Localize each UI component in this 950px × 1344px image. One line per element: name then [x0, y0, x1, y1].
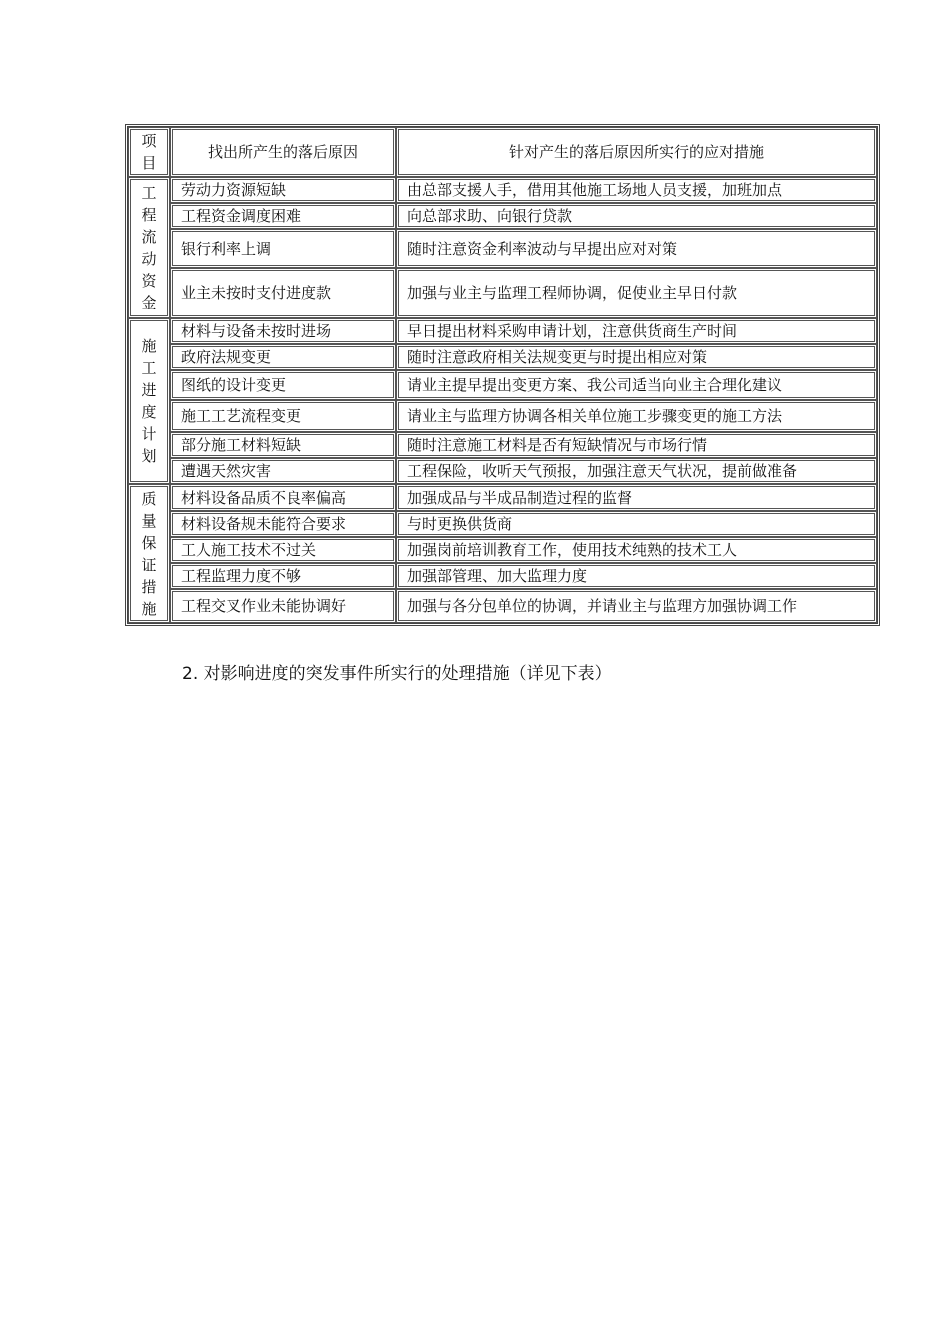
cause-cell: 材料与设备未按时进场 [170, 318, 396, 344]
measure-cell: 随时注意施工材料是否有短缺情况与市场行情 [396, 432, 877, 458]
table-row [128, 458, 877, 484]
header-cause: 找出所产生的落后原因 [170, 127, 396, 177]
category-cell: 质量保证措施 [128, 484, 170, 623]
measure-cell: 由总部支援人手，借用其他施工场地人员支援，加班加点 [396, 177, 877, 203]
cause-cell: 遭遇天然灾害 [170, 458, 396, 484]
table-row [128, 370, 877, 400]
category-cell: 工程流动资金 [128, 177, 170, 318]
cause-cell: 部分施工材料短缺 [170, 432, 396, 458]
cause-cell: 施工工艺流程变更 [170, 400, 396, 432]
measure-cell: 随时注意政府相关法规变更与时提出相应对策 [396, 344, 877, 370]
measure-cell: 加强部管理、加大监理力度 [396, 563, 877, 589]
table-row [128, 537, 877, 563]
measure-cell: 请业主提早提出变更方案、我公司适当向业主合理化建议 [396, 370, 877, 400]
measure-cell: 请业主与监理方协调各相关单位施工步骤变更的施工方法 [396, 400, 877, 432]
header-project: 项目 [128, 127, 170, 177]
table-row [128, 318, 877, 344]
table-row [128, 344, 877, 370]
measure-cell: 加强成品与半成品制造过程的监督 [396, 484, 877, 511]
table-header-row [128, 127, 877, 177]
measure-cell: 加强与各分包单位的协调，并请业主与监理方加强协调工作 [396, 589, 877, 623]
measure-cell: 工程保险，收听天气预报，加强注意天气状况，提前做准备 [396, 458, 877, 484]
header-measure: 针对产生的落后原因所实行的应对措施 [396, 127, 877, 177]
measure-cell: 早日提出材料采购申请计划，注意供货商生产时间 [396, 318, 877, 344]
measure-cell: 加强与业主与监理工程师协调，促使业主早日付款 [396, 268, 877, 318]
cause-cell: 劳动力资源短缺 [170, 177, 396, 203]
cause-cell: 图纸的设计变更 [170, 370, 396, 400]
cause-cell: 工程监理力度不够 [170, 563, 396, 589]
measure-cell: 与时更换供货商 [396, 511, 877, 537]
table-row [128, 400, 877, 432]
cause-cell: 工人施工技术不过关 [170, 537, 396, 563]
measure-cell: 向总部求助、向银行贷款 [396, 203, 877, 229]
table-row [128, 268, 877, 318]
table-row [128, 589, 877, 623]
table-row [128, 203, 877, 229]
cause-cell: 政府法规变更 [170, 344, 396, 370]
section-heading: 2. 对影响进度的突发事件所实行的处理措施（详见下表） [182, 664, 612, 684]
cause-cell: 材料设备品质不良率偏高 [170, 484, 396, 511]
table-row [128, 484, 877, 511]
table-row [128, 229, 877, 268]
table-row [128, 563, 877, 589]
table-row [128, 432, 877, 458]
cause-cell: 工程资金调度困难 [170, 203, 396, 229]
cause-cell: 材料设备规未能符合要求 [170, 511, 396, 537]
table-row [128, 511, 877, 537]
category-cell: 施工进度计划 [128, 318, 170, 484]
cause-cell: 银行利率上调 [170, 229, 396, 268]
measures-table [125, 124, 880, 626]
measure-cell: 加强岗前培训教育工作，使用技术纯熟的技术工人 [396, 537, 877, 563]
measure-cell: 随时注意资金利率波动与早提出应对对策 [396, 229, 877, 268]
table-row [128, 177, 877, 203]
cause-cell: 工程交叉作业未能协调好 [170, 589, 396, 623]
cause-cell: 业主未按时支付进度款 [170, 268, 396, 318]
